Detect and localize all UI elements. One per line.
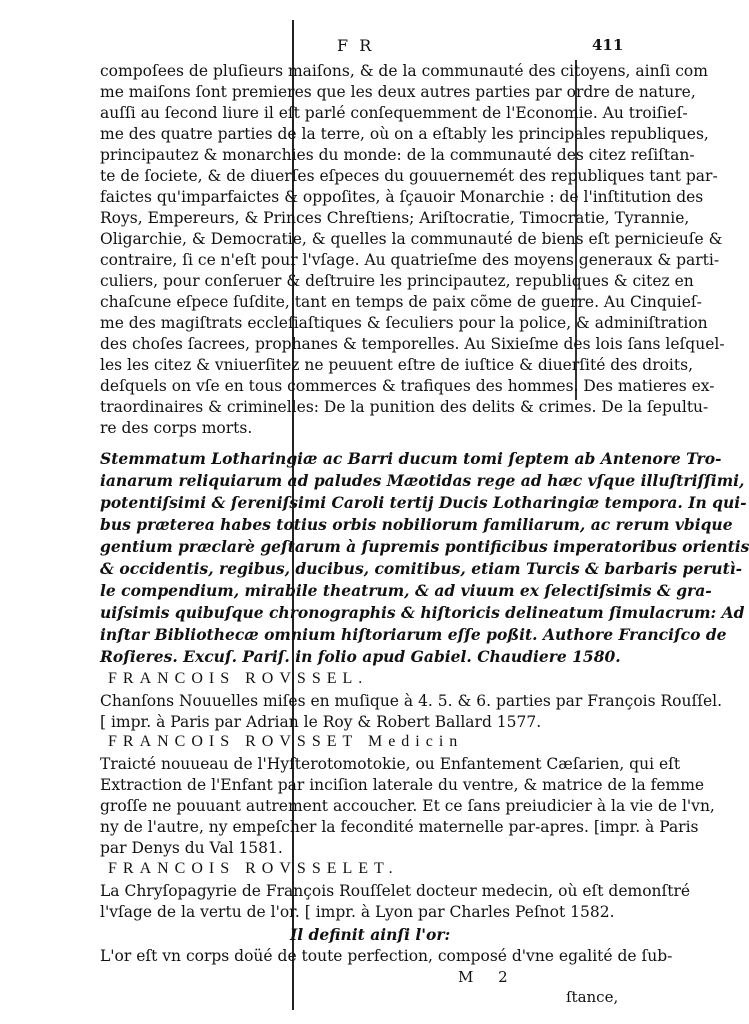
entry-heading: FRANCOIS ROVSSEL. [108, 670, 369, 687]
page-number: 411 [592, 36, 624, 54]
entry-heading: FRANCOIS ROVSSELET. [108, 860, 399, 877]
text-line: Traicté nouueau de l'Hyſterotomotokie, ou Enfantement Cæſarien, qui eſt [100, 755, 681, 773]
text-line: Roys, Empereurs, & Princes Chreſtiens; Ariſtocratie, Timocratie, Tyrannie, [100, 209, 690, 227]
text-line: Roſieres. Excuſ. Pariſ. in folio apud Gabiel. Chaudiere 1580. [100, 647, 621, 666]
text-line: [ impr. à Paris par Adrian le Roy & Robert Ballard 1577. [100, 713, 542, 731]
text-line: ny de l'autre, ny empeſcher la fecondité maternelle par-apres. [impr. à Paris [100, 818, 699, 836]
text-line: uiſsimis quibuſque chronographis & hiſtoricis delineatum ſimulacrum: Ad [100, 603, 745, 622]
text-line: les les citez & vniuerſitez ne peuuent eſtre de iuſtice & diuerſité des droits, [100, 356, 693, 374]
text-line: groſſe ne pouuant autrement accoucher. Et ce ſans preiudicier à la vie de l'vn, [100, 797, 715, 815]
signature-mark: M 2 [458, 968, 518, 986]
text-line: potentiſsimi & ſereniſsimi Caroli tertij Ducis Lotharingiæ tempora. In qui- [100, 493, 747, 512]
text-line: Stemmatum Lotharingiæ ac Barri ducum tomi ſeptem ab Antenore Tro- [100, 449, 722, 468]
text-line: Extraction de l'Enfant par inciſion laterale du ventre, & matrice de la femme [100, 776, 705, 794]
text-line: L'or eſt vn corps doüé de toute perfection, composé d'vne egalité de ſub- [100, 947, 673, 965]
text-line: des choſes ſacrees, prophanes & temporelles. Au Sixieſme des lois ſans leſquel- [100, 335, 725, 353]
text-line: faictes qu'imparfaictes & oppoſites, à ſçauoir Monarchie : de l'inſtitution des [100, 188, 704, 206]
text-line: bus præterea habes totius orbis nobiliorum familiarum, ac rerum vbique [100, 515, 733, 534]
italic-line: Il definit ainſi l'or: [290, 925, 451, 944]
text-line: le compendium, mirabile theatrum, & ad viuum ex ſelectiſsimis & gra- [100, 581, 712, 600]
text-line: Chanſons Nouuelles miſes en muſique à 4. 5. & 6. parties par François Rouſſel. [100, 692, 723, 710]
text-line: te de ſociete, & de diuerſes eſpeces du gouuernemét des republiques tant par- [100, 167, 718, 185]
text-line: deſquels on vſe en tous commerces & trafiques des hommes. Des matieres ex- [100, 377, 715, 395]
text-line: ianarum reliquiarum ad paludes Mæotidas rege ad hæc vſque illuſtriſſimi, [100, 471, 745, 490]
text-line: Oligarchie, & Democratie, & quelles la communauté de biens eſt pernicieuſe & [100, 230, 723, 248]
text-line: culiers, pour conſeruer & deſtruire les principautez, republiques & citez en [100, 272, 694, 290]
text-line: re des corps morts. [100, 419, 253, 437]
text-line: & occidentis, regibus, ducibus, comitibus, etiam Turcis & barbaris perutì- [100, 559, 743, 578]
catchword: ſtance, [566, 988, 619, 1006]
text-line: traordinaires & criminelles: De la punition des delits & crimes. De la ſepultu- [100, 398, 709, 416]
text-line: La Chryſopagyrie de François Rouſſelet docteur medecin, où eſt demonſtré [100, 882, 691, 900]
text-line: principautez & monarchies du monde: de la communauté des citez reſiſtan- [100, 146, 695, 164]
text-line: contraire, ſi ce n'eſt pour l'vſage. Au quatrieſme des moyens generaux & parti- [100, 251, 720, 269]
text-line: par Denys du Val 1581. [100, 839, 283, 857]
entry-heading: FRANCOIS ROVSSET Medicin [108, 733, 464, 750]
text-line: chaſcune eſpece ſuſdite, tant en temps de paix cõme de guerre. Au Cinquieſ- [100, 293, 702, 311]
text-line: me des magiſtrats eccleſiaſtiques & ſeculiers pour la police, & adminiſtration [100, 314, 708, 332]
text-line: l'vſage de la vertu de l'or. [ impr. à Lyon par Charles Peſnot 1582. [100, 903, 615, 921]
text-line: me maiſons ſont premieres que les deux autres parties par ordre de nature, [100, 83, 696, 101]
running-head-title: F R [337, 36, 375, 55]
text-line: inſtar Bibliothecæ omnium hiſtoriarum eſſe poßit. Authore Franciſco de [100, 625, 727, 644]
text-line: me des quatre parties de la terre, où on a eſtably les principales republiques, [100, 125, 709, 143]
text-line: compoſees de pluſieurs maiſons, & de la communauté des citoyens, ainſi com [100, 62, 708, 80]
text-line: gentium præclarè geſtarum à ſupremis pontificibus imperatoribus orientis [100, 537, 749, 556]
text-line: auſſi au ſecond liure il eſt parlé conſequemment de l'Economie. Au troiſieſ- [100, 104, 688, 122]
